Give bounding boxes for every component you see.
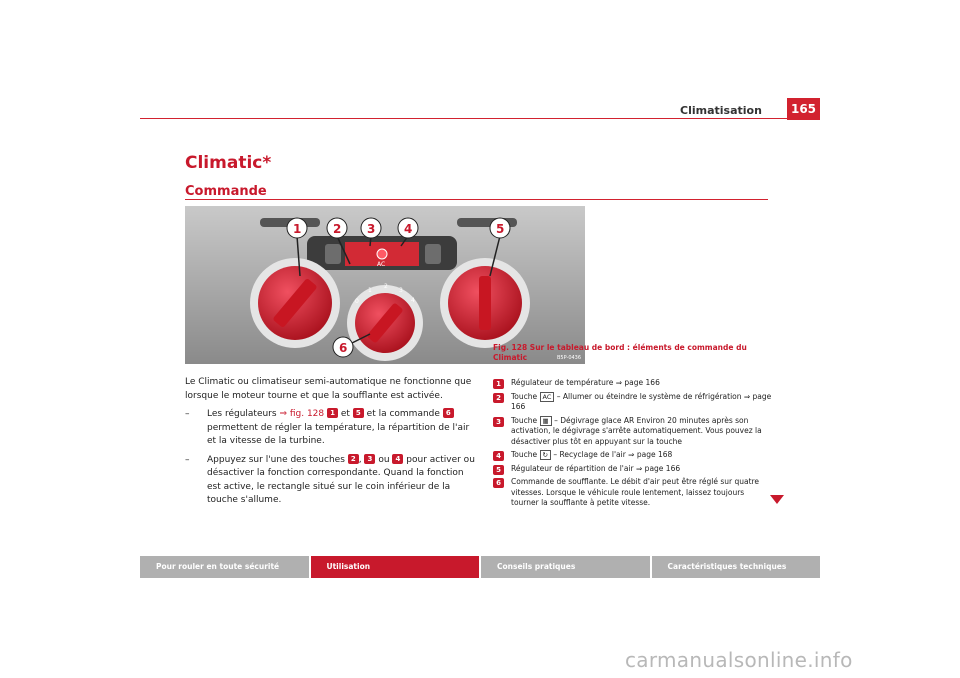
right-switch <box>425 244 441 264</box>
legend-item-6: 6 Commande de soufflante. Le débit d'air peut être réglé sur quatre vitesses. Lorsque le véhicule roule lentement, laissez toujours tourner la soufflante à petite vitesse. <box>493 477 773 509</box>
climatic-control-figure <box>185 206 585 364</box>
recirculation-key: ↻ <box>540 450 551 460</box>
left-switch <box>325 244 341 264</box>
tab-safety[interactable]: Pour rouler en toute sécurité <box>140 556 309 578</box>
badge-1: 1 <box>327 408 338 418</box>
dial-label-0: 0 <box>355 298 359 305</box>
footer-tabs <box>140 556 820 578</box>
badge-3: 3 <box>364 454 375 464</box>
dial-label-1: 1 <box>368 287 372 294</box>
svg-text:3: 3 <box>367 222 376 236</box>
fig-link[interactable]: ⇒ fig. 128 <box>279 409 325 419</box>
subsection-title: Commande <box>185 184 267 199</box>
header-divider <box>140 118 820 119</box>
header-title: Climatisation <box>680 104 762 117</box>
legend-item-3: 3 Touche ▦ – Dégivrage glace AR Environ 20 minutes après son activation, le dégivrage s'arrête automatiquement. Vous pouvez la désactiver plus tôt en appuyant sur la touche <box>493 416 773 448</box>
page-number: 165 <box>787 98 820 120</box>
dial-label-2: 2 <box>384 283 388 290</box>
legend-item-1: 1 Régulateur de température ⇒ page 166 <box>493 378 773 389</box>
figure-caption: Fig. 128 Sur le tableau de bord : éléments de commande du Climatic <box>493 343 747 362</box>
subsection-divider <box>185 199 768 200</box>
badge-5: 5 <box>353 408 364 418</box>
badge-2: 2 <box>348 454 359 464</box>
body-text <box>185 376 475 513</box>
dial-label-4: 4 <box>411 297 415 304</box>
dial-label-3: 3 <box>399 287 403 294</box>
svg-text:1: 1 <box>293 222 302 236</box>
intro-paragraph: Le Climatic ou climatiseur semi-automatique ne fonctionne que lorsque le moteur tourne et que la soufflante est activée. <box>185 377 472 401</box>
legend-item-5: 5 Régulateur de répartition de l'air ⇒ page 166 <box>493 464 773 475</box>
svg-text:5: 5 <box>496 222 505 236</box>
legend-list <box>493 378 773 512</box>
ac-indicator <box>377 249 387 259</box>
tab-tips[interactable]: Conseils pratiques <box>481 556 650 578</box>
next-page-arrow-icon[interactable] <box>770 495 784 504</box>
watermark: carmanualsonline.info <box>625 648 853 672</box>
svg-text:2: 2 <box>333 222 342 236</box>
figure-code: B5P-0436 <box>557 355 582 361</box>
badge-6: 6 <box>443 408 454 418</box>
ac-label: AC <box>377 261 386 268</box>
rear-defrost-key: ▦ <box>540 416 552 426</box>
legend-item-2: 2 Touche AC – Allumer ou éteindre le système de réfrigération ⇒ page 166 <box>493 392 773 413</box>
tab-usage[interactable]: Utilisation <box>311 556 480 578</box>
tab-specs[interactable]: Caractéristiques techniques <box>652 556 821 578</box>
ac-key: AC <box>540 392 555 402</box>
section-title: Climatic* <box>185 153 272 173</box>
bullet-buttons: – Appuyez sur l'une des touches 2 , 3 ou 4 pour activer ou désactiver la fonction correspondante. Quand la fonction est active, le rectangle situé sur le coin inférieur de la touche s'allume. <box>185 454 475 505</box>
svg-text:4: 4 <box>404 222 413 236</box>
svg-text:6: 6 <box>339 341 348 355</box>
legend-item-4: 4 Touche ↻ – Recyclage de l'air ⇒ page 168 <box>493 450 773 461</box>
badge-4: 4 <box>392 454 403 464</box>
bullet-regulators: – Les régulateurs ⇒ fig. 128 1 et 5 et la commande 6 permettent de régler la température, la répartition de l'air et la vitesse de la turbine. <box>185 409 470 446</box>
